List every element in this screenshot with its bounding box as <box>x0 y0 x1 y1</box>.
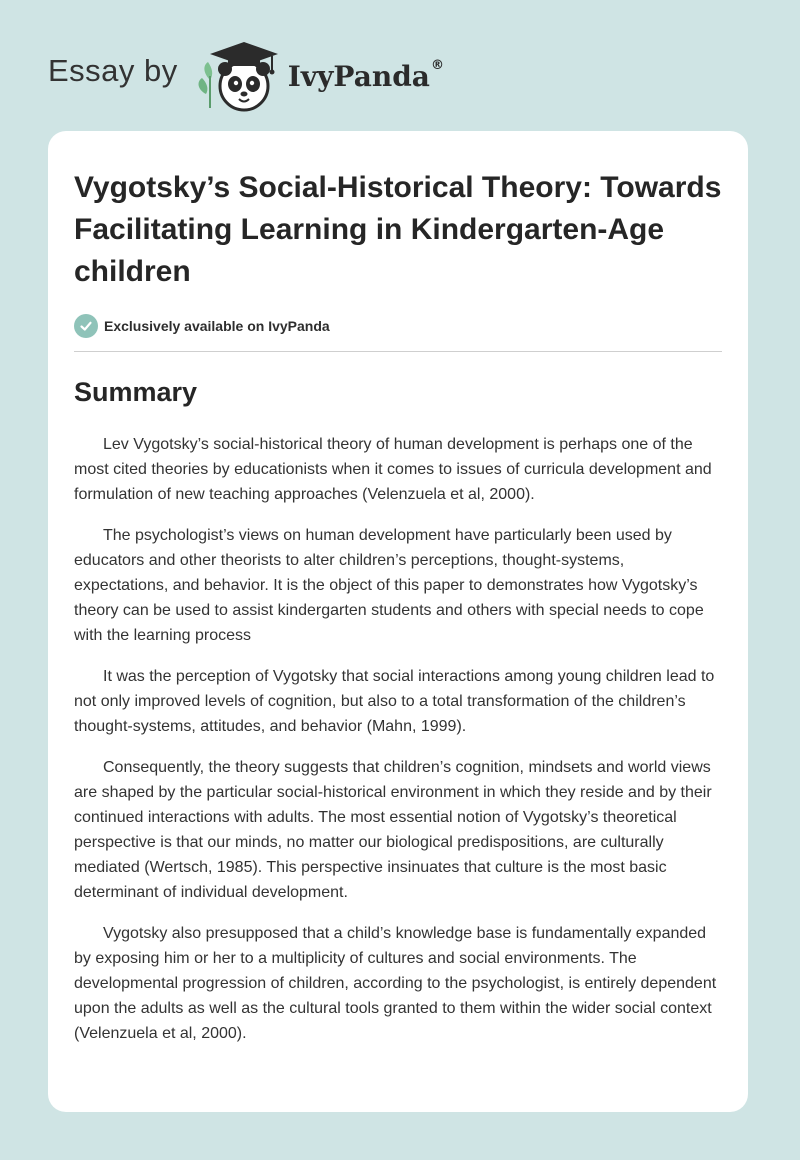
divider <box>74 351 722 352</box>
paragraph: Lev Vygotsky’s social-historical theory of human development is perhaps one of the most cited theories by educationists when it comes to issues of curricula development and formulation of new teaching approaches (Velenzuela et al, 2000). <box>74 436 712 503</box>
paragraph: The psychologist’s views on human development have particularly been used by educators and other theorists to alter children’s perceptions, thought-systems, expectations, and behavior. It is the object of this paper to demonstrates how Vygotsky’s theory can be used to assist kindergarten students and others with special needs to cope with the learning process <box>74 527 704 644</box>
paragraph: It was the perception of Vygotsky that social interactions among young children lead to not only improved levels of cognition, but also to a total transformation of the children’s thought-systems, attitudes, and behavior (Mahn, 1999). <box>74 668 715 735</box>
section-heading-summary: Summary <box>74 377 198 407</box>
panda-graduate-icon[interactable] <box>192 36 284 112</box>
page-title: Vygotsky’s Social-Historical Theory: Towards Facilitating Learning in Kindergarten-Age children <box>74 171 722 288</box>
essay-body <box>74 432 722 1046</box>
paragraph: Vygotsky also presupposed that a child’s knowledge base is fundamentally expanded by exposing him or her to a multiplicity of cultures and social environments. The developmental progression of children, according to the psychologist, is entirely dependent upon the adults as well as the cultural tools granted to them within the wider social context (Velenzuela et al, 2000). <box>74 925 717 1042</box>
brand-name[interactable]: IvyPanda® <box>287 57 444 93</box>
exclusive-label: Exclusively available on IvyPanda <box>104 318 330 334</box>
paragraph: Consequently, the theory suggests that children’s cognition, mindsets and world views are shaped by the particular social-historical environment in which they reside and by their continued interactions with adults. The most essential notion of Vygotsky’s theoretical perspective is that our minds, no matter our biological predispositions, are culturally mediated (Wertsch, 1985). This perspective insinuates that culture is the most basic determinant of individual development. <box>74 759 712 901</box>
registered-mark: ® <box>430 57 444 73</box>
site-header <box>48 36 444 112</box>
essay-card <box>48 131 748 1112</box>
check-icon <box>74 314 98 338</box>
exclusive-badge <box>74 313 722 339</box>
essay-by-label: Essay by <box>48 53 178 88</box>
